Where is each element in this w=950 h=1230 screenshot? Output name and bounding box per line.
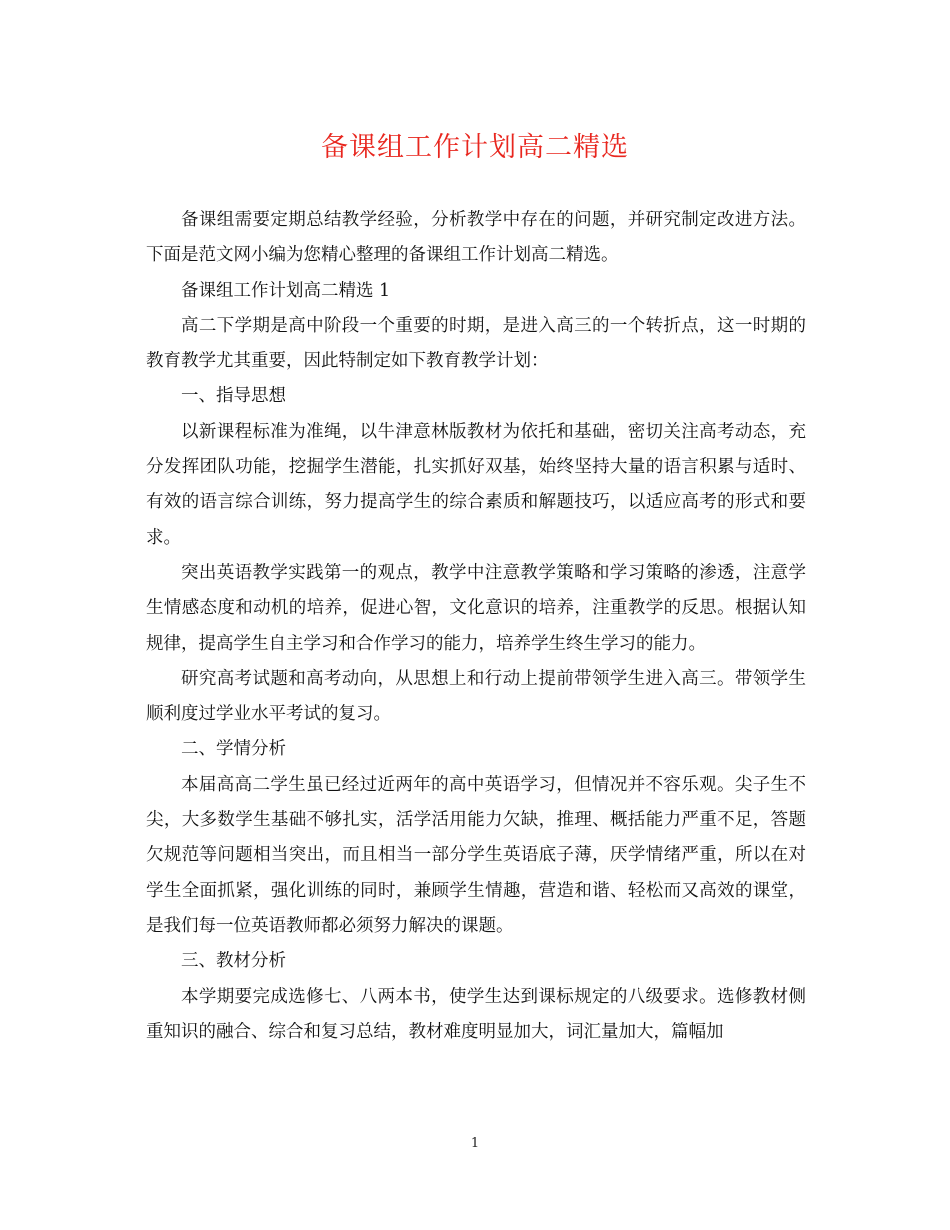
intro-paragraph: 备课组需要定期总结教学经验，分析教学中存在的问题，并研究制定改进方法。下面是范文网小编为您精心整理的备课组工作计划高二精选。: [146, 210, 806, 266]
paragraph-semester-overview: 高二下学期是高中阶段一个重要的时期，是进入高三的一个转折点，这一时期的教育教学尤其重要，因此特制定如下教育教学计划：: [146, 315, 806, 372]
paragraph-textbook-analysis: 本学期要完成选修七、八两本书，使学生达到课标规定的八级要求。选修教材侧重知识的融合、综合和复习总结，教材难度明显加大，词汇量加大，篇幅加: [146, 986, 806, 1042]
document-title: 备课组工作计划高二精选: [321, 132, 629, 163]
heading-textbook-analysis: 三、教材分析: [181, 951, 286, 972]
document-body: [146, 203, 806, 1050]
heading-guiding-ideology: 一、指导思想: [181, 386, 286, 407]
heading-student-analysis: 二、学情分析: [181, 739, 286, 760]
paragraph-student-analysis: 本届高高二学生虽已经过近两年的高中英语学习，但情况并不容乐观。尖子生不尖，大多数学生基础不够扎实，活学活用能力欠缺，推理、概括能力严重不足，答题欠规范等问题相当突出，而且相当一部分学生英语底子薄，厌学情绪严重，所以在对学生全面抓紧，强化训练的同时，兼顾学生情趣，营造和谐、轻松而又高效的课堂，是我们每一位英语教师都必须努力解决的课题。: [146, 774, 806, 936]
paragraph-guiding-ideology-3: 研究高考试题和高考动向，从思想上和行动上提前带领学生进入高三。带领学生顺利度过学业水平考试的复习。: [146, 668, 806, 725]
paragraph-guiding-ideology-1: 以新课程标准为准绳，以牛津意林版教材为依托和基础，密切关注高考动态，充分发挥团队功能，挖掘学生潜能，扎实抓好双基，始终坚持大量的语言积累与适时、有效的语言综合训练，努力提高学生的综合素质和解题技巧，以适应高考的形式和要求。: [146, 421, 806, 548]
page-number: 1: [470, 1136, 480, 1151]
paragraph-guiding-ideology-2: 突出英语教学实践第一的观点，教学中注意教学策略和学习策略的渗透，注意学生情感态度和动机的培养，促进心智，文化意识的培养，注重教学的反思。根据认知规律，提高学生自主学习和合作学习的能力，培养学生终生学习的能力。: [146, 562, 806, 654]
section-subtitle: 备课组工作计划高二精选 1: [181, 280, 391, 301]
